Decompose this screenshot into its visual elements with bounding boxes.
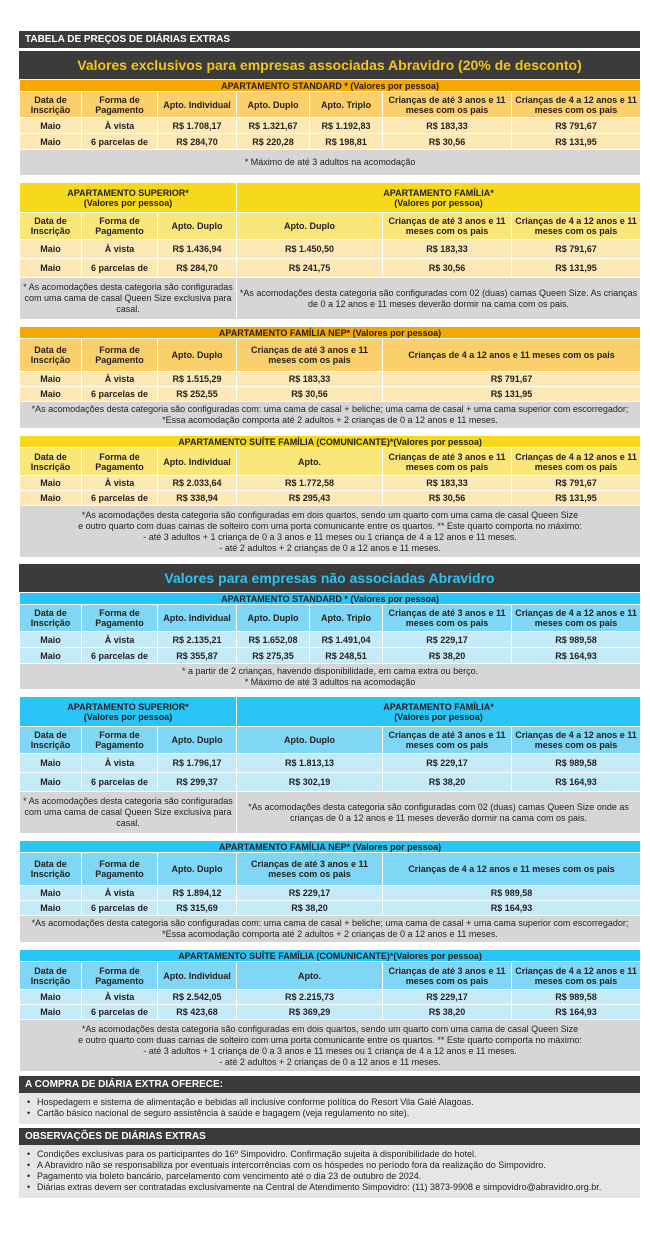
- price-cell: R$ 229,17: [237, 886, 383, 901]
- col-forma-pagamento: Forma de Pagamento: [82, 339, 158, 372]
- price-cell: R$ 248,51: [310, 648, 383, 664]
- subtitle-text: (Valores por pessoa): [394, 711, 483, 722]
- note-line: * Máximo de até 3 adultos na acomodação: [244, 676, 416, 687]
- associated-banner: Valores exclusivos para empresas associadas Abravidro (20% de desconto): [19, 51, 640, 79]
- col-forma-pagamento: Forma de Pagamento: [82, 605, 158, 632]
- price-cell: R$ 284,70: [158, 134, 237, 150]
- table-row: [20, 387, 641, 402]
- list-item: • Pagamento via boleto bancário, parcelamento com vencimento até o dia 23 de outubro de 2024.: [27, 1171, 632, 1182]
- price-cell: R$ 299,37: [158, 773, 237, 792]
- note: *As acomodações desta categoria são configuradas com: uma cama de casal + beliche; uma cama de casal + uma cama superior com escorregador; *Essa acomodação comporta até 2 adultos + 2 crianças de 0 a 12 anos e 11 meses.: [20, 402, 641, 429]
- price-cell: R$ 302,19: [237, 773, 383, 792]
- col-criancas-0-3: Crianças de até 3 anos e 11 meses com os pais: [383, 213, 512, 240]
- row-month: Maio: [20, 773, 82, 792]
- col-data-inscricao: Data de Inscrição: [20, 213, 82, 240]
- row-month: Maio: [20, 476, 82, 491]
- row-payment: À vista: [82, 118, 158, 134]
- price-cell: R$ 2.135,21: [158, 632, 237, 648]
- table-row: [20, 491, 641, 506]
- price-cell: R$ 183,33: [383, 476, 512, 491]
- table-row: [20, 118, 641, 134]
- table-row: [20, 901, 641, 916]
- observacoes-list: [19, 1145, 640, 1198]
- price-cell: R$ 183,33: [383, 240, 512, 259]
- price-cell: R$ 183,33: [383, 118, 512, 134]
- price-sheet: [19, 31, 640, 1198]
- nonassoc-familia-title: [237, 697, 641, 727]
- price-cell: R$ 220,28: [237, 134, 310, 150]
- row-payment: 6 parcelas de: [82, 1005, 158, 1020]
- title-text: APARTAMENTO SUPERIOR*: [67, 187, 189, 198]
- price-cell: R$ 1.772,58: [237, 476, 383, 491]
- price-cell: R$ 989,58: [512, 754, 641, 773]
- row-month: Maio: [20, 134, 82, 150]
- price-cell: R$ 164,93: [512, 1005, 641, 1020]
- price-cell: R$ 164,93: [512, 648, 641, 664]
- col-forma-pagamento: Forma de Pagamento: [82, 213, 158, 240]
- price-cell: R$ 338,94: [158, 491, 237, 506]
- price-cell: R$ 315,69: [158, 901, 237, 916]
- col-criancas-4-12: Crianças de 4 a 12 anos e 11 meses com os pais: [383, 339, 641, 372]
- price-cell: R$ 229,17: [383, 754, 512, 773]
- col-forma-pagamento: Forma de Pagamento: [82, 448, 158, 476]
- price-cell: R$ 1.796,17: [158, 754, 237, 773]
- row-month: Maio: [20, 1005, 82, 1020]
- subtitle-text: (Valores por pessoa): [83, 711, 173, 722]
- subtitle-text: (Valores por pessoa): [83, 197, 173, 208]
- col-criancas-4-12: Crianças de 4 a 12 anos e 11 meses com os pais: [512, 605, 641, 632]
- price-cell: R$ 791,67: [512, 118, 641, 134]
- note: [20, 1020, 641, 1072]
- note-line: e outro quarto com duas camas de solteiro com uma porta comunicante entre os quartos. ** Este quarto comporta no máximo:: [78, 1034, 582, 1045]
- table-row: [20, 990, 641, 1005]
- row-payment: À vista: [82, 990, 158, 1005]
- row-month: Maio: [20, 240, 82, 259]
- note: * As acomodações desta categoria são configuradas com uma cama de casal Queen Size exclusiva para casal.: [20, 792, 237, 834]
- title-text: APARTAMENTO SUPERIOR*: [67, 701, 189, 712]
- note-line: * a partir de 2 crianças, havendo disponibilidade, em cama extra ou berço.: [181, 665, 479, 676]
- col-criancas-4-12: Crianças de 4 a 12 anos e 11 meses com os pais: [512, 448, 641, 476]
- nonassoc-standard-table: [19, 592, 641, 690]
- row-payment: 6 parcelas de: [82, 491, 158, 506]
- row-payment: À vista: [82, 886, 158, 901]
- price-cell: R$ 30,56: [383, 491, 512, 506]
- col-apto-duplo: Apto. Duplo: [158, 853, 237, 886]
- row-payment: 6 parcelas de: [82, 901, 158, 916]
- col-criancas-4-12: Crianças de 4 a 12 anos e 11 meses com os pais: [512, 727, 641, 754]
- list-item: • A Abravidro não se responsabiliza por eventuais intercorrências com os hóspedes no período fora da realização do Simpovidro.: [27, 1160, 632, 1171]
- price-cell: R$ 38,20: [383, 648, 512, 664]
- col-criancas-4-12: Crianças de 4 a 12 anos e 11 meses com os pais: [512, 962, 641, 990]
- price-cell: R$ 30,56: [237, 387, 383, 402]
- price-cell: R$ 131,95: [383, 387, 641, 402]
- col-apto-individual: Apto. Individual: [158, 605, 237, 632]
- nonassociated-banner: Valores para empresas não associadas Abravidro: [19, 564, 640, 592]
- assoc-suite-table: [19, 435, 641, 558]
- note-line: - até 3 adultos + 1 criança de 0 a 3 anos e 11 meses ou 1 criança de 4 a 12 anos e 11 meses.: [143, 531, 517, 542]
- price-cell: R$ 423,68: [158, 1005, 237, 1020]
- note: * Máximo de até 3 adultos na acomodação: [20, 150, 641, 176]
- note: [20, 506, 641, 558]
- price-cell: R$ 989,58: [512, 632, 641, 648]
- price-cell: R$ 164,93: [383, 901, 641, 916]
- list-item: • Diárias extras devem ser contratadas exclusivamente na Central de Atendimento Simpovidro: (11) 3873-9908 e simpovidro@abravidro.org.br.: [27, 1182, 632, 1193]
- price-cell: R$ 30,56: [383, 134, 512, 150]
- price-cell: R$ 131,95: [512, 259, 641, 278]
- table-row: [20, 240, 641, 259]
- price-cell: R$ 369,29: [237, 1005, 383, 1020]
- price-cell: R$ 791,67: [383, 372, 641, 387]
- price-cell: R$ 252,55: [158, 387, 237, 402]
- col-apto-triplo: Apto. Triplo: [310, 92, 383, 118]
- price-cell: R$ 38,20: [237, 901, 383, 916]
- col-data-inscricao: Data de Inscrição: [20, 339, 82, 372]
- note: *As acomodações desta categoria são configuradas com 02 (duas) camas Queen Size onde as crianças de 0 a 12 anos e 11 meses deverão dormir na cama com os pais.: [237, 792, 641, 834]
- col-apto-duplo: Apto. Duplo: [237, 213, 383, 240]
- col-apto-duplo: Apto. Duplo: [158, 339, 237, 372]
- table-row: [20, 773, 641, 792]
- price-cell: R$ 1.708,17: [158, 118, 237, 134]
- col-criancas-4-12: Crianças de 4 a 12 anos e 11 meses com os pais: [512, 213, 641, 240]
- row-month: Maio: [20, 259, 82, 278]
- col-criancas-0-3: Crianças de até 3 anos e 11 meses com os pais: [383, 92, 512, 118]
- assoc-suite-title: APARTAMENTO SUÍTE FAMÍLIA (COMUNICANTE)*(Valores por pessoa): [20, 436, 641, 448]
- col-apto-triplo: Apto. Triplo: [310, 605, 383, 632]
- price-cell: R$ 1.450,50: [237, 240, 383, 259]
- list-item: • Cartão básico nacional de seguro assistência à saúde e bagagem (veja regulamento no site).: [27, 1108, 632, 1119]
- row-payment: 6 parcelas de: [82, 259, 158, 278]
- col-apto: Apto.: [237, 962, 383, 990]
- note-line: *As acomodações desta categoria são configuradas em dois quartos, sendo um quarto com uma cama de casal Queen Size: [81, 509, 579, 520]
- assoc-nep-title: APARTAMENTO FAMÍLIA NEP* (Valores por pessoa): [20, 327, 641, 339]
- col-data-inscricao: Data de Inscrição: [20, 727, 82, 754]
- col-apto-duplo: Apto. Duplo: [237, 727, 383, 754]
- assoc-standard-table: [19, 79, 641, 176]
- price-cell: R$ 989,58: [383, 886, 641, 901]
- row-payment: À vista: [82, 632, 158, 648]
- price-cell: R$ 241,75: [237, 259, 383, 278]
- price-cell: R$ 1.491,04: [310, 632, 383, 648]
- table-row: [20, 886, 641, 901]
- nonassoc-suite-table: [19, 949, 641, 1072]
- price-cell: R$ 989,58: [512, 990, 641, 1005]
- note-line: - até 3 adultos + 1 criança de 0 a 3 anos e 11 meses ou 1 criança de 4 a 12 anos e 11 meses.: [143, 1045, 517, 1056]
- col-apto-individual: Apto. Individual: [158, 962, 237, 990]
- list-item: • Condições exclusivas para os participantes do 16º Simpovidro. Confirmação sujeita à disponibilidade do hotel.: [27, 1149, 632, 1160]
- row-month: Maio: [20, 990, 82, 1005]
- row-month: Maio: [20, 491, 82, 506]
- nonassoc-standard-title: APARTAMENTO STANDARD * (Valores por pessoa): [20, 593, 641, 605]
- row-payment: À vista: [82, 240, 158, 259]
- note: [20, 664, 641, 690]
- note: *As acomodações desta categoria são configuradas com: uma cama de casal + beliche; uma cama de casal + uma cama superior com escorregador; *Essa acomodação comporta até 2 adultos + 2 crianças de 0 a 12 anos e 11 meses.: [20, 916, 641, 943]
- table-row: [20, 259, 641, 278]
- col-apto-duplo: Apto. Duplo: [158, 213, 237, 240]
- col-apto-duplo: Apto. Duplo: [237, 605, 310, 632]
- note: *As acomodações desta categoria são configuradas com 02 (duas) camas Queen Size. As crianças de 0 a 12 anos e 11 meses deverão dormir na cama com os pais.: [237, 278, 641, 320]
- price-cell: R$ 2.033,64: [158, 476, 237, 491]
- col-data-inscricao: Data de Inscrição: [20, 605, 82, 632]
- row-payment: À vista: [82, 754, 158, 773]
- col-apto-duplo: Apto. Duplo: [237, 92, 310, 118]
- note-line: - até 2 adultos + 2 crianças de 0 a 12 anos e 11 meses.: [219, 1056, 441, 1067]
- col-criancas-0-3: Crianças de até 3 anos e 11 meses com os pais: [383, 448, 512, 476]
- price-cell: R$ 284,70: [158, 259, 237, 278]
- row-payment: 6 parcelas de: [82, 773, 158, 792]
- col-apto-individual: Apto. Individual: [158, 92, 237, 118]
- assoc-superior-familia-table: [19, 182, 641, 320]
- compra-list: [19, 1093, 640, 1124]
- nonassoc-superior-title: [20, 697, 237, 727]
- col-data-inscricao: Data de Inscrição: [20, 853, 82, 886]
- col-apto: Apto.: [237, 448, 383, 476]
- price-cell: R$ 1.652,08: [237, 632, 310, 648]
- price-cell: R$ 1.321,67: [237, 118, 310, 134]
- price-cell: R$ 164,93: [512, 773, 641, 792]
- assoc-superior-title: [20, 183, 237, 213]
- price-cell: R$ 38,20: [383, 1005, 512, 1020]
- title-text: APARTAMENTO FAMÍLIA*: [383, 701, 494, 712]
- col-criancas-0-3: Crianças de até 3 anos e 11 meses com os pais: [237, 339, 383, 372]
- nonassoc-suite-title: APARTAMENTO SUÍTE FAMÍLIA (COMUNICANTE)*(Valores por pessoa): [20, 950, 641, 962]
- table-row: [20, 632, 641, 648]
- note-line: e outro quarto com duas camas de solteiro com uma porta comunicante entre os quartos. ** Este quarto comporta no máximo:: [78, 520, 582, 531]
- price-cell: R$ 38,20: [383, 773, 512, 792]
- row-month: Maio: [20, 118, 82, 134]
- col-criancas-0-3: Crianças de até 3 anos e 11 meses com os pais: [383, 605, 512, 632]
- col-data-inscricao: Data de Inscrição: [20, 448, 82, 476]
- col-criancas-0-3: Crianças de até 3 anos e 11 meses com os pais: [383, 962, 512, 990]
- table-row: [20, 134, 641, 150]
- row-payment: À vista: [82, 372, 158, 387]
- row-month: Maio: [20, 372, 82, 387]
- price-cell: R$ 1.894,12: [158, 886, 237, 901]
- price-cell: R$ 791,67: [512, 240, 641, 259]
- price-cell: R$ 295,43: [237, 491, 383, 506]
- list-item: • Hospedagem e sistema de alimentação e bebidas all inclusive conforme política do Resort Vila Galé Alagoas.: [27, 1097, 632, 1108]
- col-forma-pagamento: Forma de Pagamento: [82, 92, 158, 118]
- price-cell: R$ 1.436,94: [158, 240, 237, 259]
- col-forma-pagamento: Forma de Pagamento: [82, 962, 158, 990]
- row-month: Maio: [20, 754, 82, 773]
- price-cell: R$ 229,17: [383, 990, 512, 1005]
- table-row: [20, 372, 641, 387]
- title-text: APARTAMENTO FAMÍLIA*: [383, 187, 494, 198]
- note: * As acomodações desta categoria são configuradas com uma cama de casal Queen Size exclusiva para casal.: [20, 278, 237, 320]
- note-line: *As acomodações desta categoria são configuradas em dois quartos, sendo um quarto com uma cama de casal Queen Size: [81, 1023, 579, 1034]
- table-row: [20, 754, 641, 773]
- price-cell: R$ 1.515,29: [158, 372, 237, 387]
- table-row: [20, 476, 641, 491]
- nonassoc-superior-familia-table: [19, 696, 641, 834]
- col-apto-duplo: Apto. Duplo: [158, 727, 237, 754]
- row-month: Maio: [20, 387, 82, 402]
- compra-heading: A COMPRA DE DIÁRIA EXTRA OFERECE:: [19, 1076, 640, 1093]
- price-cell: R$ 131,95: [512, 134, 641, 150]
- col-criancas-0-3: Crianças de até 3 anos e 11 meses com os pais: [237, 853, 383, 886]
- row-month: Maio: [20, 648, 82, 664]
- price-cell: R$ 355,87: [158, 648, 237, 664]
- price-cell: R$ 131,95: [512, 491, 641, 506]
- nonassoc-nep-table: [19, 840, 641, 943]
- price-cell: R$ 2.542,05: [158, 990, 237, 1005]
- col-apto-individual: Apto. Individual: [158, 448, 237, 476]
- row-month: Maio: [20, 886, 82, 901]
- col-forma-pagamento: Forma de Pagamento: [82, 727, 158, 754]
- price-cell: R$ 198,81: [310, 134, 383, 150]
- subtitle-text: (Valores por pessoa): [394, 197, 483, 208]
- col-criancas-4-12: Crianças de 4 a 12 anos e 11 meses com os pais: [512, 92, 641, 118]
- row-payment: 6 parcelas de: [82, 648, 158, 664]
- row-payment: 6 parcelas de: [82, 387, 158, 402]
- note-line: - até 2 adultos + 2 crianças de 0 a 12 anos e 11 meses.: [219, 542, 441, 553]
- assoc-standard-title: APARTAMENTO STANDARD * (Valores por pessoa): [20, 80, 641, 92]
- page-title: TABELA DE PREÇOS DE DIÁRIAS EXTRAS: [19, 31, 640, 48]
- price-cell: R$ 2.215,73: [237, 990, 383, 1005]
- price-cell: R$ 183,33: [237, 372, 383, 387]
- price-cell: R$ 1.813,13: [237, 754, 383, 773]
- col-data-inscricao: Data de Inscrição: [20, 92, 82, 118]
- price-cell: R$ 1.192,83: [310, 118, 383, 134]
- assoc-familia-title: [237, 183, 641, 213]
- assoc-nep-table: [19, 326, 641, 429]
- table-row: [20, 1005, 641, 1020]
- col-data-inscricao: Data de Inscrição: [20, 962, 82, 990]
- row-payment: 6 parcelas de: [82, 134, 158, 150]
- row-month: Maio: [20, 632, 82, 648]
- col-criancas-4-12: Crianças de 4 a 12 anos e 11 meses com os pais: [383, 853, 641, 886]
- col-forma-pagamento: Forma de Pagamento: [82, 853, 158, 886]
- price-cell: R$ 30,56: [383, 259, 512, 278]
- row-month: Maio: [20, 901, 82, 916]
- table-row: [20, 648, 641, 664]
- nonassoc-nep-title: APARTAMENTO FAMÍLIA NEP* (Valores por pessoa): [20, 841, 641, 853]
- col-criancas-0-3: Crianças de até 3 anos e 11 meses com os pais: [383, 727, 512, 754]
- price-cell: R$ 229,17: [383, 632, 512, 648]
- row-payment: À vista: [82, 476, 158, 491]
- price-cell: R$ 791,67: [512, 476, 641, 491]
- price-cell: R$ 275,35: [237, 648, 310, 664]
- observacoes-heading: OBSERVAÇÕES DE DIÁRIAS EXTRAS: [19, 1128, 640, 1145]
